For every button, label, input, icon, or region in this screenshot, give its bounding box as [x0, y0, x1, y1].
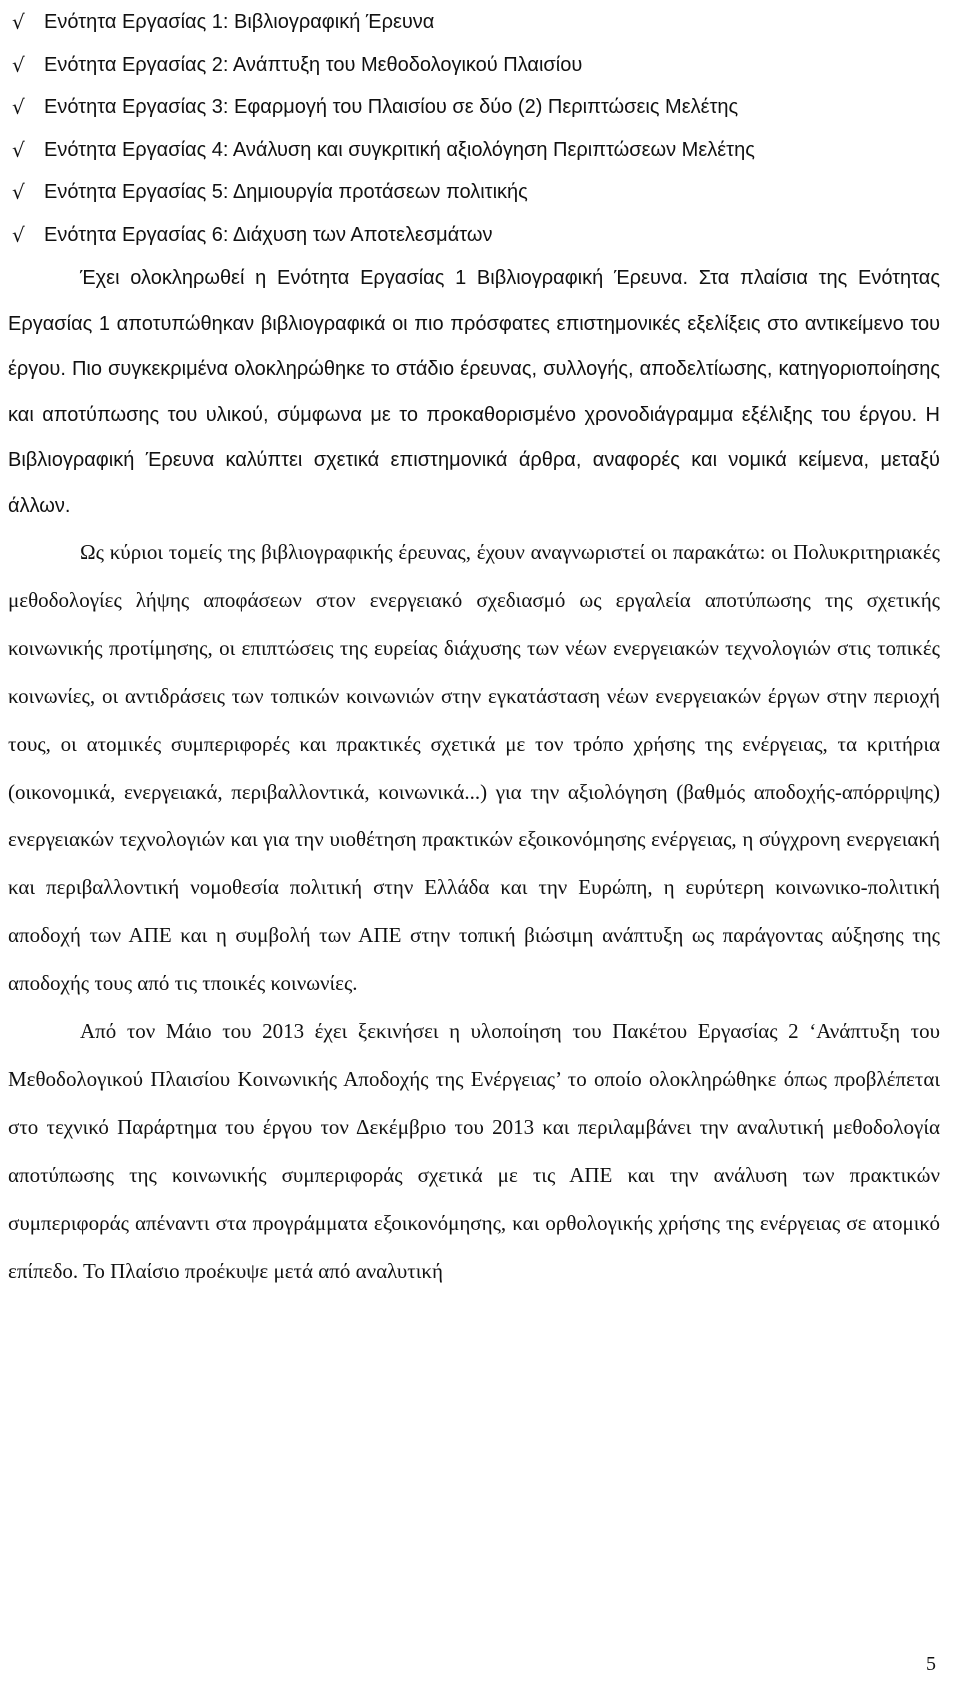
paragraph-work-package-2: Από τον Μάιο του 2013 έχει ξεκινήσει η υλοποίηση του Πακέτου Εργασίας 2 ‘Ανάπτυξη του Μεθοδολογικού Πλαισίου Κοινωνικής Αποδοχής της Ενέργειας’ το οποίο ολοκληρώθηκε όπως προβλέπεται στο τεχνικό Παράρτημα του έργου τον Δεκέμβριο του 2013 και περιλαμβάνει την αναλυτική μεθοδολογία αποτύπωσης της κοινωνικής συμπεριφοράς σχετικά με τις ΑΠΕ και την ανάλυση των πρακτικών συμπεριφοράς απέναντι στα προγράμματα εξοικονόμησης, και ορθολογικής χρήσης της ενέργειας σε ατομικό επίπεδο. Το Πλαίσιο προέκυψε μετά από αναλυτική — [8, 1019, 940, 1283]
paragraph-bibliographic-research: Έχει ολοκληρωθεί η Ενότητα Εργασίας 1 Βιβλιογραφική Έρευνα. Στα πλαίσια της Ενότητας Εργασίας 1 αποτυπώθηκαν βιβλιογραφικά οι πιο πρόσφατες επιστημονικές εξελίξεις στο αντικείμενο του έργου. Πιο συγκεκριμένα ολοκληρώθηκε το στάδιο έρευνας, συλλογής, αποδελτίωσης, κατηγοριοποίησης και αποτύπωσης του υλικού, σύμφωνα με το προκαθορισμένο χρονοδιάγραμμα εξέλιξης του έργου. Η Βιβλιογραφική Έρευνα καλύπτει σχετικά επιστημονικά άρθρα, αναφορές και νομικά κείμενα, μεταξύ άλλων. — [8, 267, 940, 517]
checklist-item-text: Ενότητα Εργασίας 2: Ανάπτυξη του Μεθοδολογικού Πλαισίου — [44, 53, 583, 76]
page-number: 5 — [926, 1653, 936, 1675]
checklist-item — [8, 86, 940, 129]
check-mark-icon: √ — [12, 52, 25, 77]
paragraph-research-areas: Ως κύριοι τομείς της βιβλιογραφικής έρευνας, έχουν αναγνωριστεί οι παρακάτω: οι Πολυκριτηριακές μεθοδολογίες λήψης αποφάσεων στον ενεργειακό σχεδιασμό ως εργαλεία αποτύπωσης της σχετικής κοινωνικής προτίμησης, οι επιπτώσεις της ευρείας διάχυσης των νέων ενεργειακών τεχνολογιών στις τοπικές κοινωνίες, οι αντιδράσεις των τοπικών κοινωνιών στην εγκατάσταση νέων ενεργειακών έργων στην περιοχή τους, οι ατομικές συμπεριφορές και πρακτικές σχετικά με τον τρόπο χρήσης της ενέργειας, τα κριτήρια (οικονομικά, ενεργειακά, περιβαλλοντικά, κοινωνικά...) για την αξιολόγηση (βαθμός αποδοχής-απόρριψης) ενεργειακών τεχνολογιών και για την υιοθέτηση πρακτικών εξοικονόμησης ενέργειας, η σύγχρονη ενεργειακή και περιβαλλοντική νομοθεσία πολιτική στην Ελλάδα και την Ευρώπη, η ευρύτερη κοινωνικο-πολιτική αποδοχή των ΑΠΕ και η συμβολή των ΑΠΕ στην τοπική βιώσιμη ανάπτυξη ως παράγοντας αύξησης της αποδοχής τους από τις τποικές κοινωνίες. — [8, 540, 940, 996]
checklist-item-text: Ενότητα Εργασίας 5: Δημιουργία προτάσεων πολιτικής — [44, 181, 528, 203]
check-mark-icon: √ — [12, 95, 25, 119]
work-package-checklist — [8, 0, 940, 256]
checklist-item — [8, 1, 940, 44]
check-mark-icon: √ — [12, 10, 25, 34]
checklist-item — [8, 171, 940, 214]
checklist-item — [8, 44, 940, 87]
check-mark-icon: √ — [12, 180, 25, 204]
checklist-item-text: Ενότητα Εργασίας 3: Εφαρμογή του Πλαισίου σε δύο (2) Περιπτώσεις Μελέτης — [44, 96, 739, 118]
checklist-item — [8, 214, 940, 257]
checklist-item-text: Ενότητα Εργασίας 6: Διάχυση των Αποτελεσμάτων — [44, 223, 493, 246]
check-mark-icon: √ — [12, 222, 25, 247]
checklist-item — [8, 129, 940, 172]
check-mark-icon: √ — [12, 137, 25, 162]
checklist-item-text: Ενότητα Εργασίας 1: Βιβλιογραφική Έρευνα — [44, 11, 435, 33]
checklist-item-text: Ενότητα Εργασίας 4: Ανάλυση και συγκριτική αξιολόγηση Περιπτώσεων Μελέτης — [44, 138, 755, 161]
